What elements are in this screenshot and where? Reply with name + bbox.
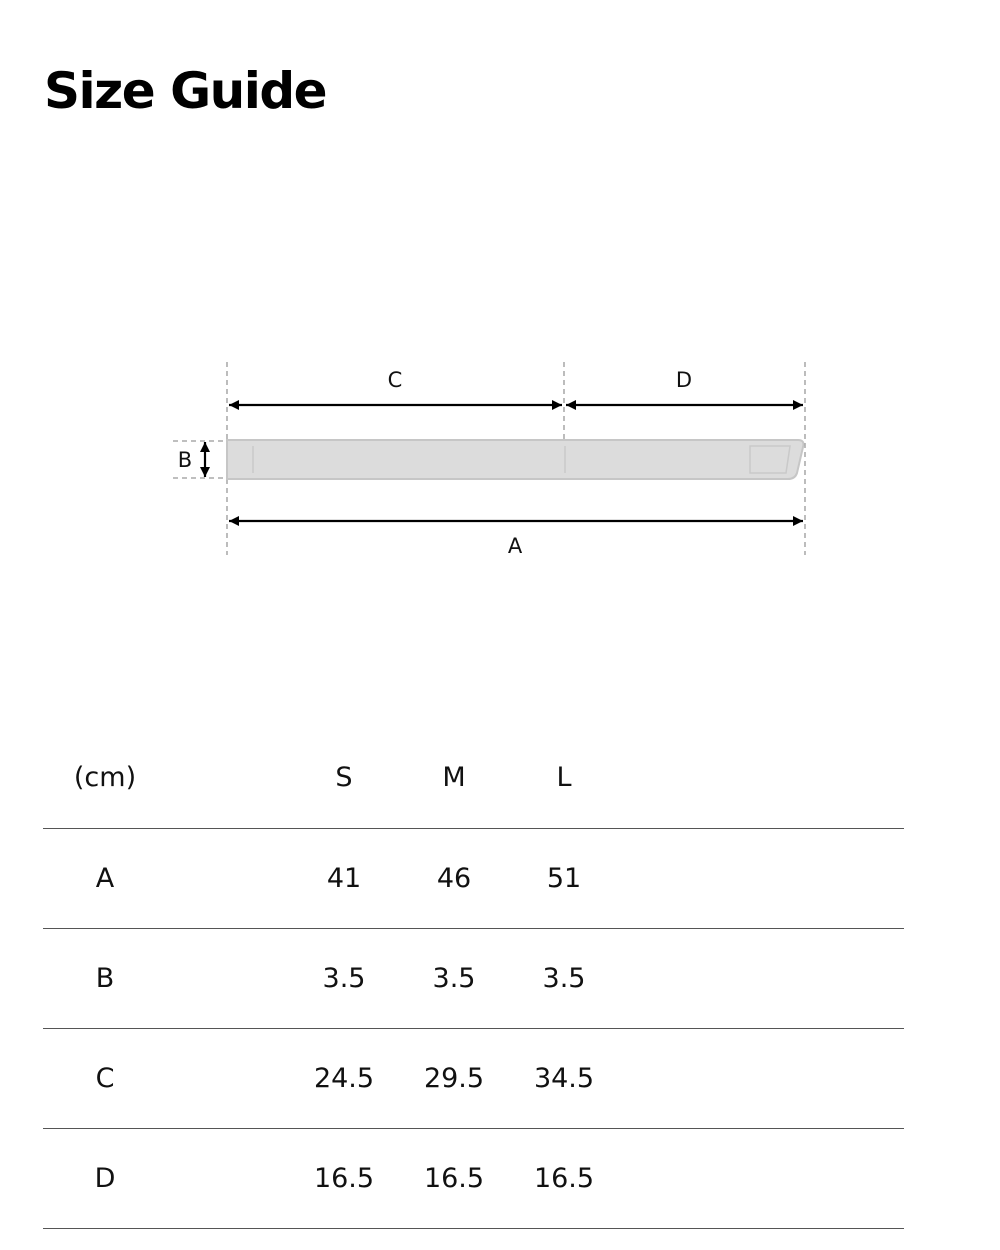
page-title: Size Guide [44,62,327,120]
cell-value: 16.5 [289,1128,399,1228]
filler-header [619,728,904,828]
table-row [43,928,904,1028]
size-table [43,728,904,1229]
row-label: C [43,1028,167,1128]
table-row [43,1128,904,1228]
dimension-label-b: B [177,448,193,472]
cell-value: 51 [509,828,619,928]
row-label: D [43,1128,167,1228]
cell-value: 41 [289,828,399,928]
size-header-l: L [509,728,619,828]
cell-value: 29.5 [399,1028,509,1128]
cell-value: 3.5 [289,928,399,1028]
strap-illustration [227,440,803,479]
cell-value: 46 [399,828,509,928]
size-header-m: M [399,728,509,828]
unit-header: (cm) [43,728,167,828]
row-label: B [43,928,167,1028]
size-table-header-row [43,728,904,828]
dimension-label-c: C [387,368,403,392]
cell-value: 3.5 [399,928,509,1028]
dimension-label-d: D [675,368,693,392]
cell-value: 24.5 [289,1028,399,1128]
cell-value: 16.5 [399,1128,509,1228]
cell-value: 3.5 [509,928,619,1028]
spacer-header [167,728,289,828]
table-row [43,828,904,928]
table-row [43,1028,904,1128]
strap-dimension-diagram [0,340,1000,580]
size-header-s: S [289,728,399,828]
cell-value: 34.5 [509,1028,619,1128]
row-label: A [43,828,167,928]
cell-value: 16.5 [509,1128,619,1228]
dimension-label-a: A [507,534,523,558]
